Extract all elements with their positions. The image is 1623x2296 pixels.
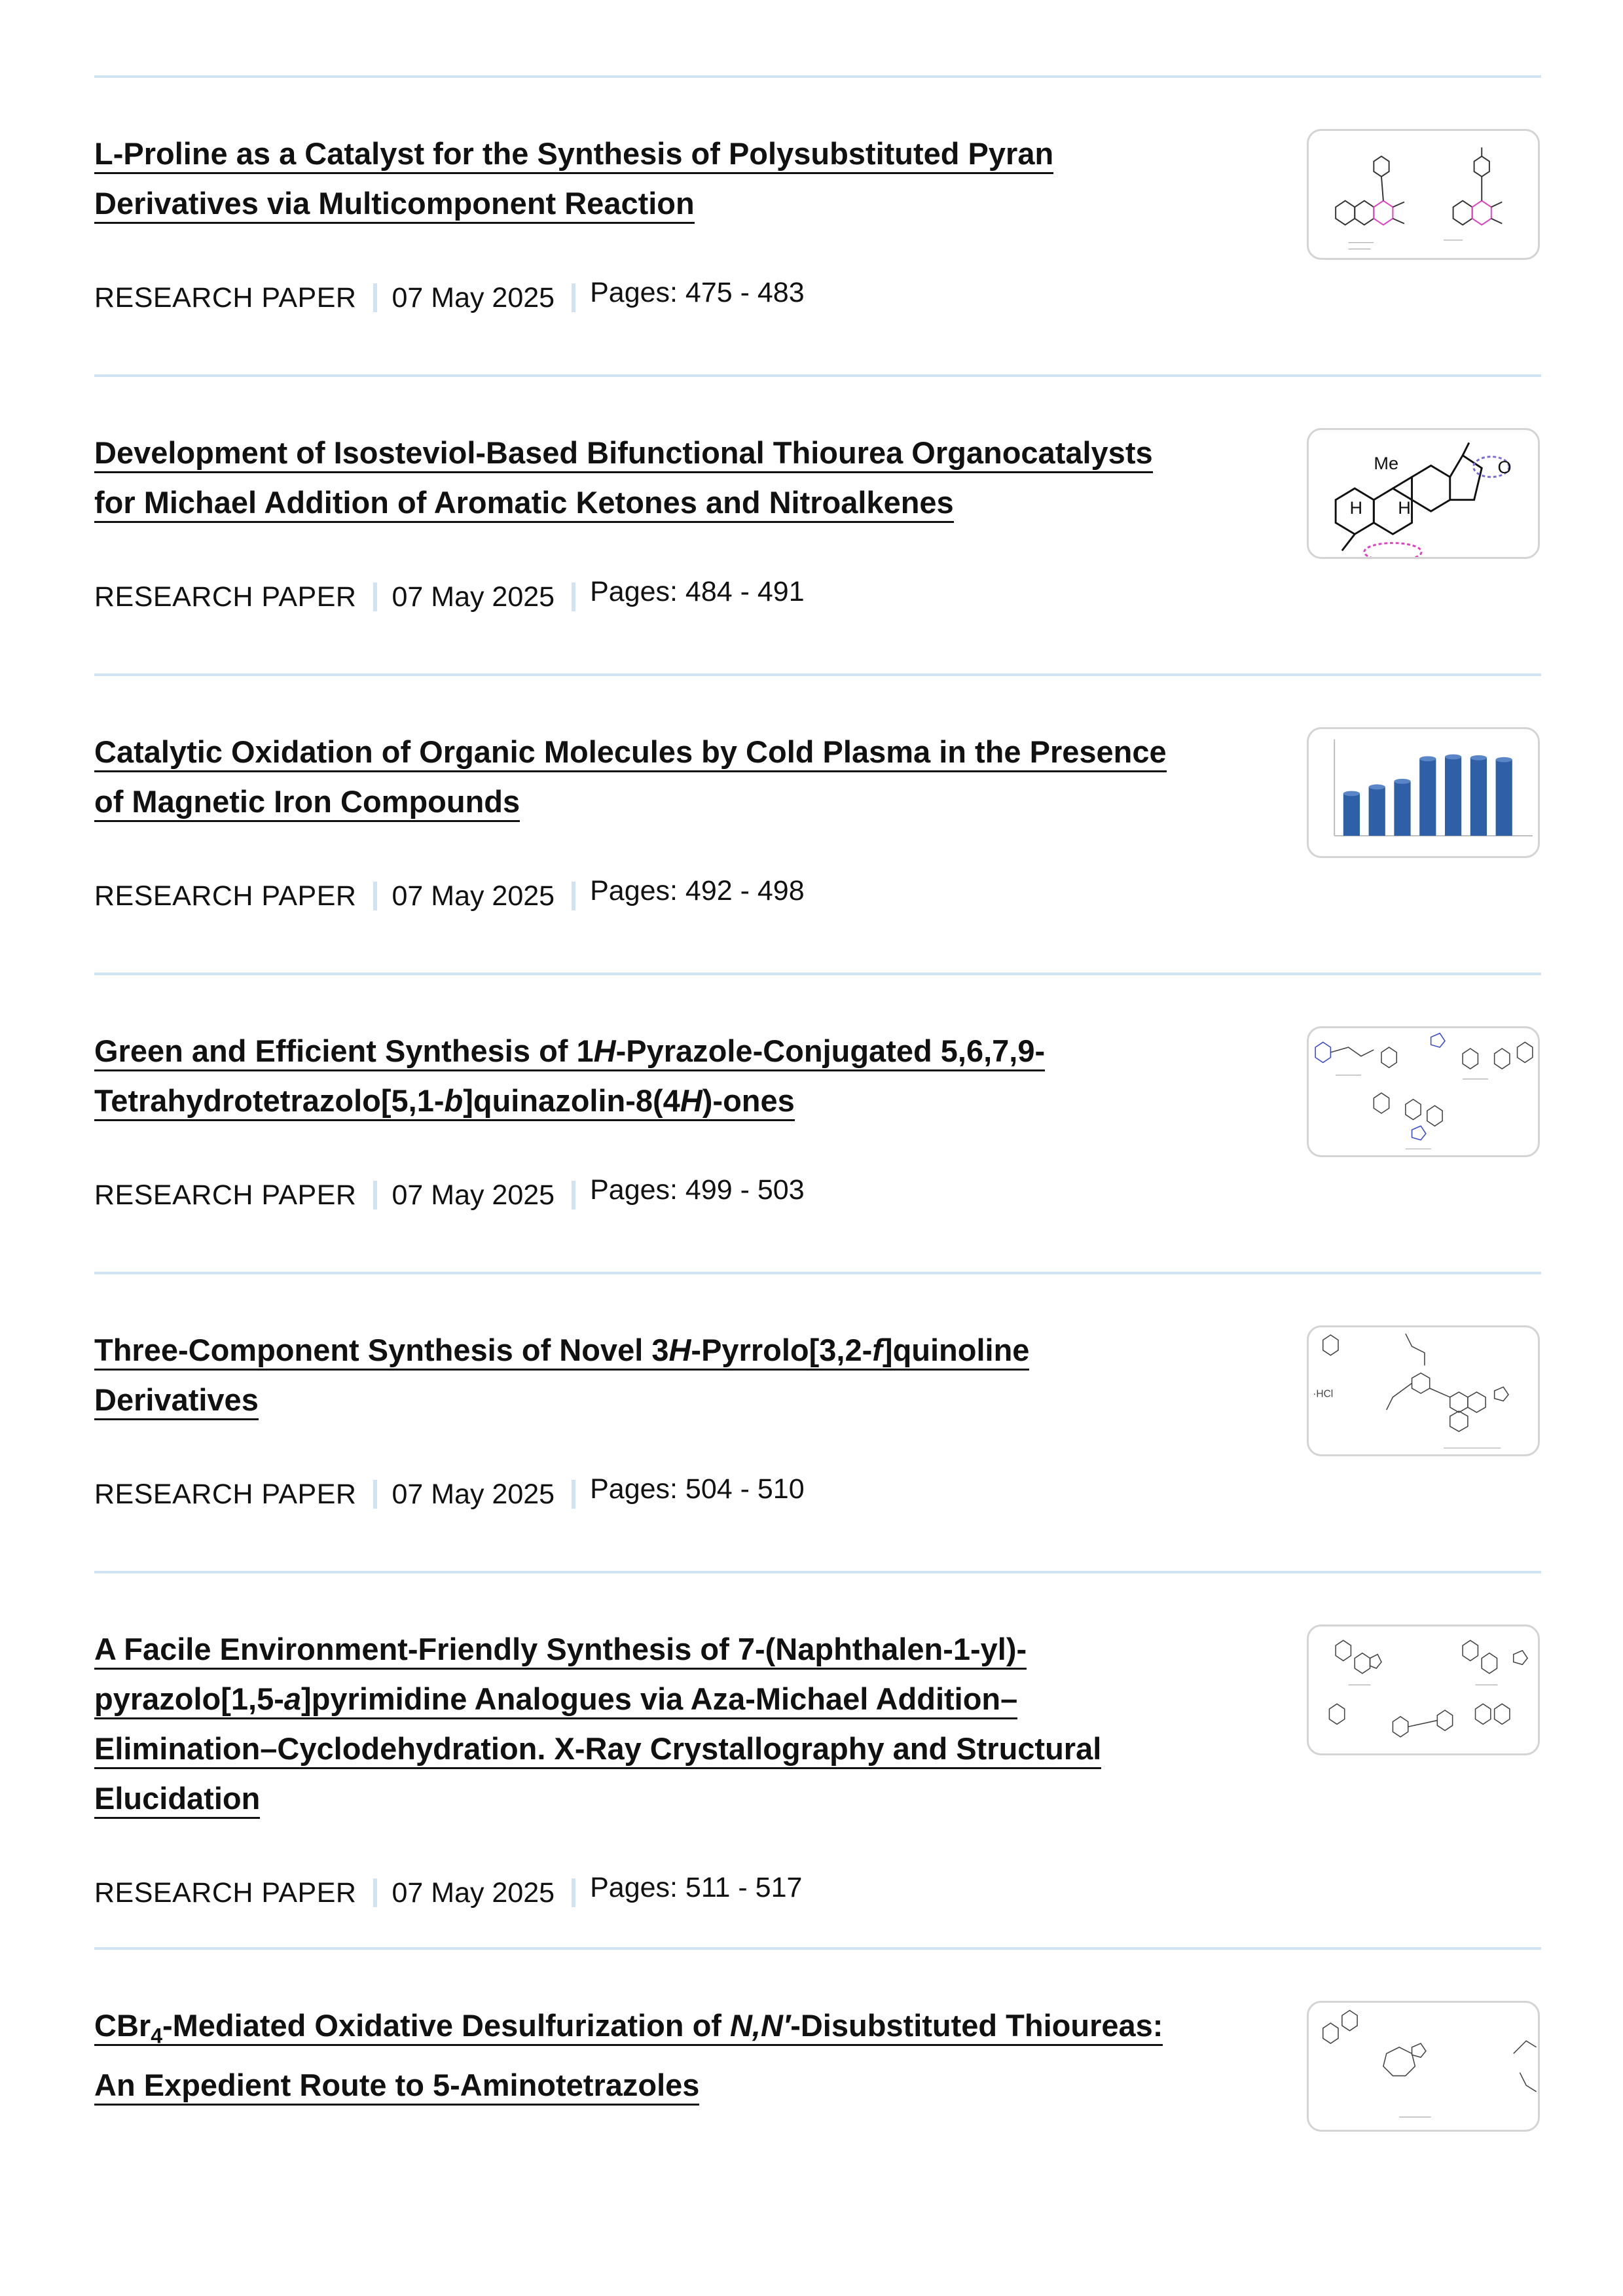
pyran-structure-graphic[interactable] <box>1307 129 1540 260</box>
meta-divider <box>373 283 377 312</box>
chart-bar-cap <box>1470 755 1487 761</box>
separator <box>94 1272 1541 1274</box>
article-type: RESEARCH PAPER <box>94 1877 357 1909</box>
meta-divider <box>572 583 575 611</box>
separator <box>94 1947 1541 1950</box>
meta-divider <box>572 283 575 312</box>
article-date: 07 May 2025 <box>392 581 555 613</box>
chart-bar <box>1470 758 1487 836</box>
chart-bar-cap <box>1496 757 1512 762</box>
pyrazolopyrimidine-drugs-graphic[interactable] <box>1307 1624 1540 1755</box>
meta-divider <box>572 1878 575 1907</box>
article-meta <box>94 875 805 914</box>
article-meta <box>94 1174 805 1213</box>
article-title-link[interactable]: Development of Isosteviol-Based Bifunctional Thiourea Organocatalysts for Michael Addition of Aromatic Ketones and Nitroalkenes <box>94 428 1260 528</box>
meta-divider <box>373 1878 377 1907</box>
meta-divider <box>373 1181 377 1210</box>
article-title-link[interactable]: Green and Efficient Synthesis of 1H-Pyrazole-Conjugated 5,6,7,9- Tetrahydrotetrazolo[5,1-b]quinazolin-8(4H)-ones <box>94 1026 1260 1126</box>
meta-divider <box>572 1480 575 1509</box>
article-date: 07 May 2025 <box>392 1479 555 1510</box>
chart-bar <box>1343 793 1360 836</box>
isosteviol-structure-graphic[interactable] <box>1307 428 1540 559</box>
aminotetrazole-structure-graphic[interactable] <box>1307 2001 1540 2132</box>
chart-bar <box>1445 757 1461 836</box>
meta-divider <box>373 583 377 611</box>
article-title-link[interactable]: L-Proline as a Catalyst for the Synthesis of Polysubstituted Pyran Derivatives via Multicomponent Reaction <box>94 129 1260 228</box>
meta-divider <box>373 882 377 910</box>
chart-bar-cap <box>1343 791 1360 796</box>
article-title-link[interactable]: Catalytic Oxidation of Organic Molecules by Cold Plasma in the Presence of Magnetic Iron Compounds <box>94 727 1260 827</box>
article-meta <box>94 279 805 316</box>
article-date: 07 May 2025 <box>392 1179 555 1211</box>
article-date: 07 May 2025 <box>392 1877 555 1909</box>
thumb-label: ·HCl <box>1313 1388 1334 1400</box>
article-meta <box>94 576 805 615</box>
chart-bar-cap <box>1394 779 1410 784</box>
article-pages: Pages: 475 - 483 <box>590 277 805 308</box>
article-type: RESEARCH PAPER <box>94 1179 357 1211</box>
article-pages: Pages: 511 - 517 <box>590 1872 803 1903</box>
separator <box>94 75 1541 78</box>
separator <box>94 973 1541 975</box>
article-meta <box>94 1473 805 1513</box>
chart-bar <box>1419 759 1436 836</box>
thumb-label: O <box>1497 456 1512 477</box>
pyrazole-drugs-graphic[interactable] <box>1307 1026 1540 1157</box>
article-title-link[interactable]: A Facile Environment-Friendly Synthesis of 7-(Naphthalen-1-yl)- pyrazolo[1,5-a]pyrimidine Analogues via Aza-Michael Addition– Elimination–Cyclodehydration. X-Ray Crystallography and Structural Elucidation <box>94 1624 1260 1823</box>
article-type: RESEARCH PAPER <box>94 880 357 912</box>
article-date: 07 May 2025 <box>392 880 555 912</box>
article-pages: Pages: 499 - 503 <box>590 1174 805 1206</box>
thumb-label: Me <box>1374 453 1399 474</box>
bar-chart-graphic[interactable] <box>1307 727 1540 858</box>
article-date: 07 May 2025 <box>392 282 555 314</box>
article-type: RESEARCH PAPER <box>94 1479 357 1510</box>
meta-divider <box>373 1480 377 1509</box>
chart-bar <box>1496 760 1512 836</box>
article-title-link[interactable]: Three-Component Synthesis of Novel 3H-Pyrrolo[3,2-f]quinoline Derivatives <box>94 1325 1260 1425</box>
article-pages: Pages: 504 - 510 <box>590 1473 805 1505</box>
bar-chart <box>1309 729 1538 856</box>
article-title-link[interactable]: CBr$_4$-Mediated Oxidative Desulfurization of N,N′-Disubstituted Thioureas: An Expedient Route to 5-Aminotetrazoles <box>94 2001 1260 2110</box>
chart-bar-cap <box>1369 784 1385 789</box>
thumb-label: H <box>1349 497 1363 518</box>
thumb-label: H <box>1398 497 1411 518</box>
article-meta <box>94 1874 802 1911</box>
chart-bar-cap <box>1419 756 1436 761</box>
separator <box>94 374 1541 377</box>
meta-divider <box>572 882 575 910</box>
chart-bar <box>1369 787 1385 836</box>
meta-divider <box>572 1181 575 1210</box>
chart-bar-cap <box>1445 754 1461 759</box>
article-type: RESEARCH PAPER <box>94 282 357 314</box>
separator <box>94 1571 1541 1573</box>
separator <box>94 673 1541 676</box>
article-pages: Pages: 484 - 491 <box>590 576 805 607</box>
article-type: RESEARCH PAPER <box>94 581 357 613</box>
chart-bar <box>1394 781 1410 836</box>
article-pages: Pages: 492 - 498 <box>590 875 805 906</box>
pyrroloquinoline-structure-graphic[interactable] <box>1307 1325 1540 1456</box>
